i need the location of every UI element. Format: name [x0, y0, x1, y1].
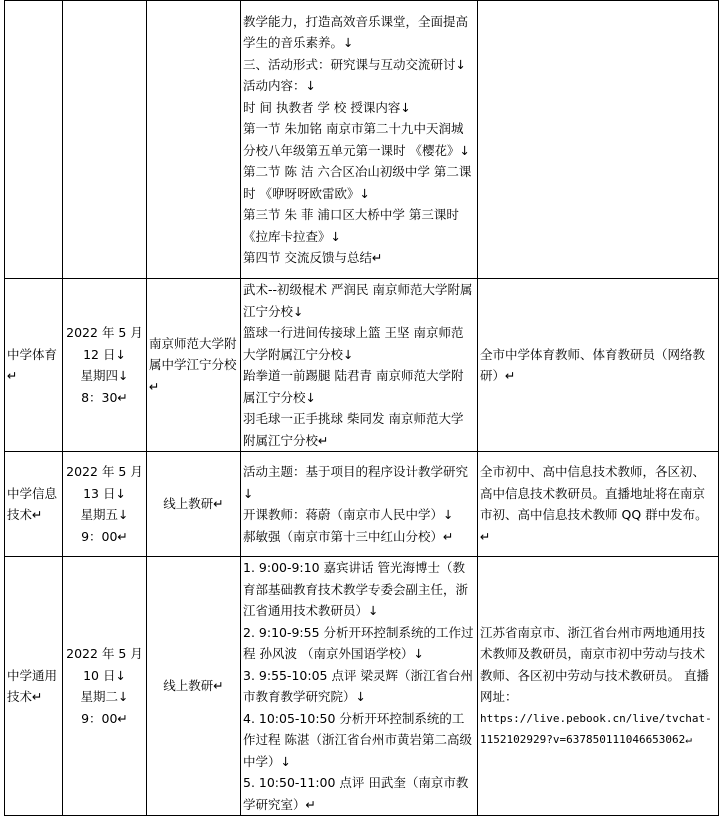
content-cell [241, 452, 478, 557]
content-line: 第一节 朱加铭 南京市第二十九中天润城分校八年级第五单元第一课时 《樱花》↓ [243, 121, 470, 158]
table-row-music-continued [5, 1, 719, 279]
content-line: 跆拳道一前踢腿 陆君青 南京师范大学附属江宁分校↓ [243, 368, 464, 405]
date-month: 2022 年 5 月 [66, 464, 143, 479]
content-cell [241, 557, 478, 816]
content-line: 第四节 交流反馈与总结↵ [243, 250, 383, 265]
content-line: 郝敏强（南京市第十三中红山分校）↵ [243, 528, 454, 544]
content-line: 武术--初级棍术 严润民 南京师范大学附属江宁分校↓ [243, 282, 473, 319]
time: 9：00↵ [81, 710, 128, 726]
subject-cell: 中学通用技术↵ [5, 557, 63, 816]
datetime-cell [63, 279, 147, 452]
weekday: 星期四↓ [80, 368, 129, 383]
datetime-cell [63, 452, 147, 557]
date-month: 2022 年 5 月 [66, 325, 143, 340]
datetime-cell [63, 557, 147, 816]
datetime-cell [63, 1, 147, 279]
audience-cell [478, 452, 719, 557]
content-line: 3. 9:55-10:05 点评 梁灵辉（浙江省台州市教育教学研究院）↓ [243, 667, 473, 704]
date-day: 12 日↓ [83, 346, 126, 362]
table-row-tech [5, 557, 719, 816]
weekday: 星期五↓ [80, 507, 129, 522]
subject-cell [5, 1, 63, 279]
venue-cell [147, 1, 241, 279]
venue-cell: 南京师范大学附属中学江宁分校↵ [147, 279, 241, 452]
audience-cell [478, 557, 719, 816]
content-line: 第三节 朱 菲 浦口区大桥中学 第三课时 《拉库卡拉查》↓ [243, 207, 459, 244]
audience-cell [478, 279, 719, 452]
content-line: 篮球一行进间传接球上篮 王坚 南京师范大学附属江宁分校↓ [243, 325, 464, 362]
content-line: 1. 9:00-9:10 嘉宾讲话 管光海博士（教育部基础教育技术教学专委会副主任，浙江省通用技术教研员）↓ [243, 560, 469, 618]
date-day: 10 日↓ [83, 667, 126, 683]
content-line: 4. 10:05-10:50 分析开环控制系统的工作过程 陈湛（浙江省台州市黄岩第二高级中学）↓ [243, 710, 472, 769]
content-line: 活动内容：↓ [243, 78, 316, 93]
livestream-url[interactable]: https://live.pebook.cn/live/tvchat-1152102929?v=637850111046653062↵ [480, 711, 712, 746]
table-row-pe [5, 279, 719, 452]
content-line: 时 间 执教者 学 校 授课内容↓ [243, 99, 411, 115]
content-line: 活动主题：基于项目的程序设计教学研究↓ [243, 464, 469, 501]
content-line: 2. 9:10-9:55 分析开环控制系统的工作过程 孙风波 （南京外国语学校）↓ [243, 624, 474, 661]
content-line: 羽毛球一正手挑球 柴同发 南京师范大学附属江宁分校↵ [243, 411, 464, 448]
time: 9：00↵ [81, 528, 128, 544]
schedule-table [4, 0, 719, 816]
venue-cell: 线上教研↵ [147, 452, 241, 557]
audience-line: 全市初中、高中信息技术教师，各区初、高中信息技术教研员。直播地址将在南京市初、高中信息技术教师 QQ 群中发布。↵ [480, 464, 708, 544]
date-day: 13 日↓ [83, 485, 126, 501]
subject-cell: 中学体育↵ [5, 279, 63, 452]
subject-cell: 中学信息技术↵ [5, 452, 63, 557]
content-line: 开课教师：蒋蔚（南京市人民中学）↓ [243, 507, 454, 522]
content-cell [241, 1, 478, 279]
content-line: 第二节 陈 洁 六合区冶山初级中学 第二课时 《咿呀呀欧雷欧》↓ [243, 164, 472, 201]
audience-cell [478, 1, 719, 279]
weekday: 星期二↓ [80, 689, 129, 704]
content-line: 三、活动形式：研究课与互动交流研讨↓ [243, 56, 466, 72]
content-line: 5. 10:50-11:00 点评 田武奎（南京市教学研究室）↵ [243, 775, 469, 812]
venue-cell: 线上教研↵ [147, 557, 241, 816]
table-row-it [5, 452, 719, 557]
content-cell [241, 279, 478, 452]
time: 8：30↵ [81, 389, 128, 405]
audience-line: 全市中学体育教师、体育教研员（网络教研）↵ [480, 346, 706, 383]
date-month: 2022 年 5 月 [66, 646, 143, 661]
audience-line: 江苏省南京市、浙江省台州市两地通用技术教师及教研员，南京市初中劳动与技术教师、各区初中劳动与技术教研员。 直播网址： [480, 624, 709, 704]
content-line: 教学能力，打造高效音乐课堂，全面提高学生的音乐素养。↓ [243, 13, 469, 50]
